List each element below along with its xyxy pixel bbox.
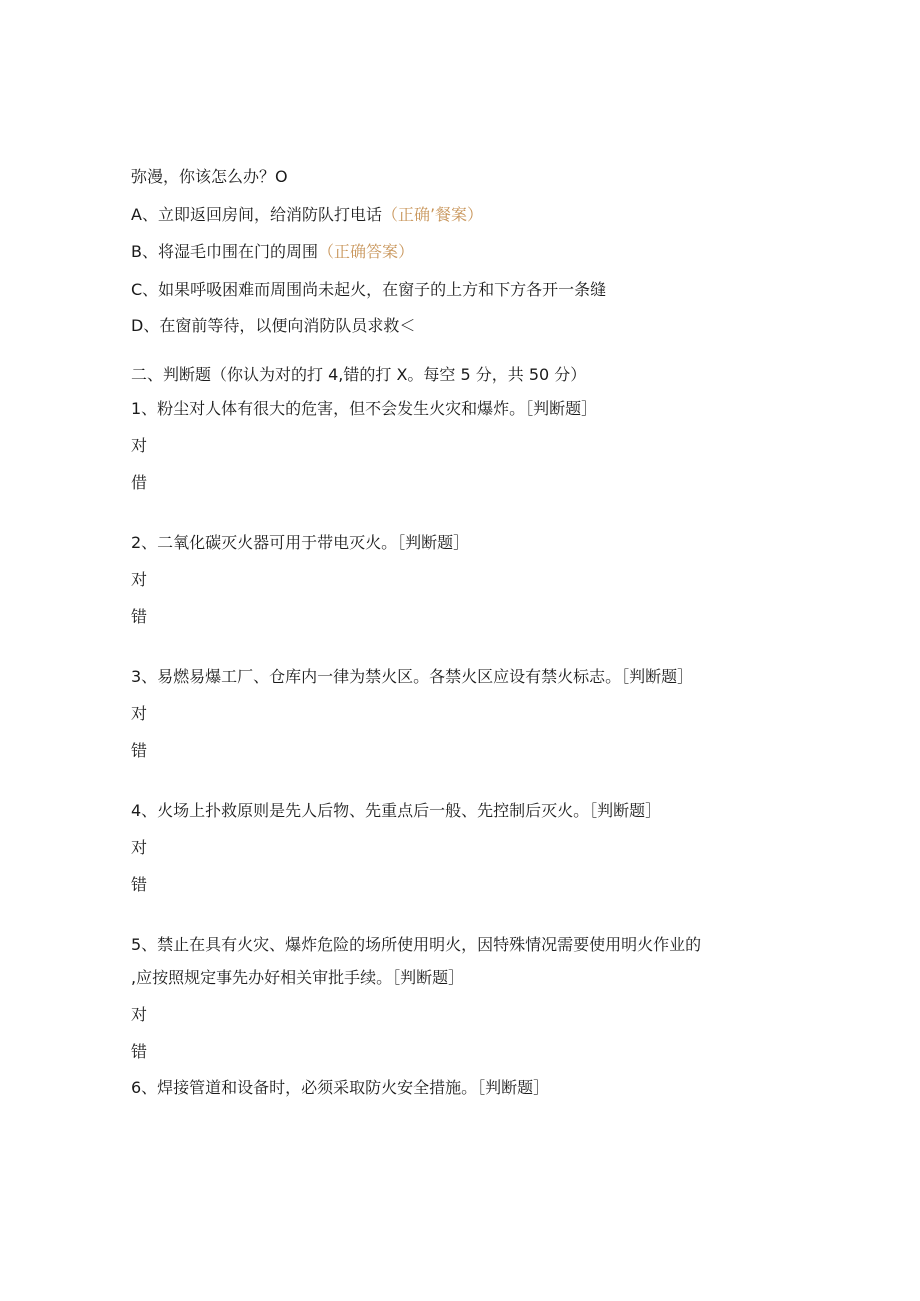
question-3-option-true[interactable]: 对 <box>131 704 148 723</box>
question-5-text-line1: 5、禁止在具有火灾、爆炸危险的场所使用明火，因特殊情况需要使用明火作业的 <box>131 935 702 954</box>
option-c[interactable] <box>131 280 606 300</box>
question-4-option-false[interactable]: 错 <box>131 875 148 894</box>
question-5-text-line2: ,应按照规定事先办好相关审批手续。［判断题］ <box>131 968 465 987</box>
option-b-text: B、将湿毛巾围在门的周围 <box>131 242 318 261</box>
section-title: 二、判断题（你认为对的打 4,错的打 X。每空 5 分，共 50 分） <box>131 365 587 384</box>
question-4-text: 4、火场上扑救原则是先人后物、先重点后一般、先控制后灭火。［判断题］ <box>131 801 662 820</box>
option-a-answer-mark: （正确’餐案） <box>381 205 484 224</box>
question-5-option-true[interactable]: 对 <box>131 1005 148 1024</box>
question-1-text: 1、粉尘对人体有很大的危害，但不会发生火灾和爆炸。［判断题］ <box>131 399 598 418</box>
question-4-option-true[interactable]: 对 <box>131 838 148 857</box>
question-text-continuation: 弥漫，你该怎么办？O <box>131 167 288 186</box>
option-a-text: A、立即返回房间，给消防队打电话 <box>131 205 382 224</box>
question-3-option-false[interactable]: 错 <box>131 741 148 760</box>
question-1-option-false[interactable]: 借 <box>131 473 148 492</box>
question-2-text: 2、二氧化碳灭火器可用于带电灭火。［判断题］ <box>131 533 470 552</box>
option-b[interactable] <box>131 242 414 262</box>
option-d-text: D、在窗前等待，以便向消防队员求救＜ <box>131 316 416 335</box>
question-5-option-false[interactable]: 错 <box>131 1042 148 1061</box>
question-2-option-true[interactable]: 对 <box>131 570 148 589</box>
question-6-text: 6、焊接管道和设备时，必须采取防火安全措施。［判断题］ <box>131 1078 550 1097</box>
option-b-answer-mark: （正确答案） <box>317 242 414 261</box>
option-d[interactable] <box>131 316 415 336</box>
question-1-option-true[interactable]: 对 <box>131 436 148 455</box>
question-3-text: 3、易燃易爆工厂、仓库内一律为禁火区。各禁火区应设有禁火标志。［判断题］ <box>131 667 694 686</box>
option-c-text: C、如果呼吸困难而周围尚未起火，在窗子的上方和下方各开一条缝 <box>131 280 607 299</box>
option-a[interactable] <box>131 205 483 225</box>
question-2-option-false[interactable]: 错 <box>131 607 148 626</box>
